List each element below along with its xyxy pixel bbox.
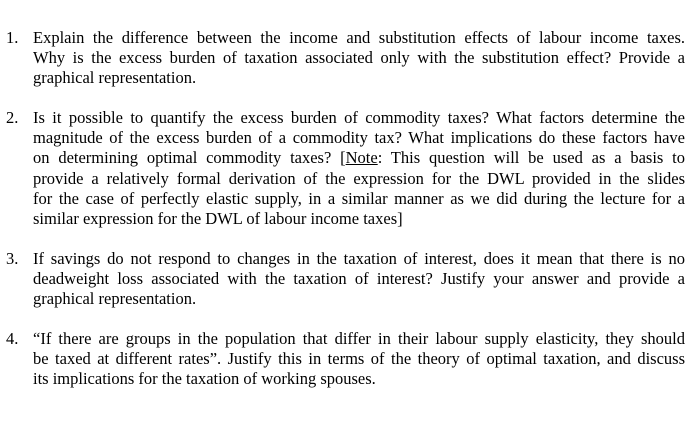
text-line: provide a relatively formal derivation of the expression for the DWL provided in the slides [33,168,685,188]
question-number: 2. [6,108,19,127]
text-line: Explain the difference between the income and substitution effects of labour income taxes. [33,28,685,47]
text-line: “If there are groups in the population that differ in their labour supply elasticity, they should [33,329,685,348]
text-line: graphical representation. [33,289,197,309]
question-text [33,249,685,310]
text-line: graphical representation. [33,68,197,88]
question-text [33,28,685,89]
text-line: Why is the excess burden of taxation associated only with the substitution effect? Provide a [33,48,685,68]
text-line: its implications for the taxation of working spouses. [33,369,376,389]
text-line: similar expression for the DWL of labour income taxes] [33,209,403,229]
text-segment: : This question will be used as a basis to [377,148,685,168]
note-label: Note [345,148,378,168]
text-line: deadweight loss associated with the taxation of interest? Justify your answer and provide a [33,269,685,289]
text-line: for the case of perfectly elastic supply, in a similar manner as we did during the lecture for a [33,188,685,208]
text-line [33,148,685,168]
text-segment: on determining optimal commodity taxes? [ [33,148,346,168]
text-line: magnitude of the excess burden of a commodity tax? What implications do these factors have [33,128,685,148]
question-number: 4. [6,329,19,348]
text-line: Is it possible to quantify the excess burden of commodity taxes? What factors determine the [33,108,685,127]
question-number: 1. [6,28,19,47]
text-line: If savings do not respond to changes in the taxation of interest, does it mean that there is no [33,249,685,268]
text-line: be taxed at different rates”. Justify this in terms of the theory of optimal taxation, and discuss [33,349,685,369]
question-number: 3. [6,249,19,268]
question-text [33,329,685,390]
question-text [33,108,685,229]
